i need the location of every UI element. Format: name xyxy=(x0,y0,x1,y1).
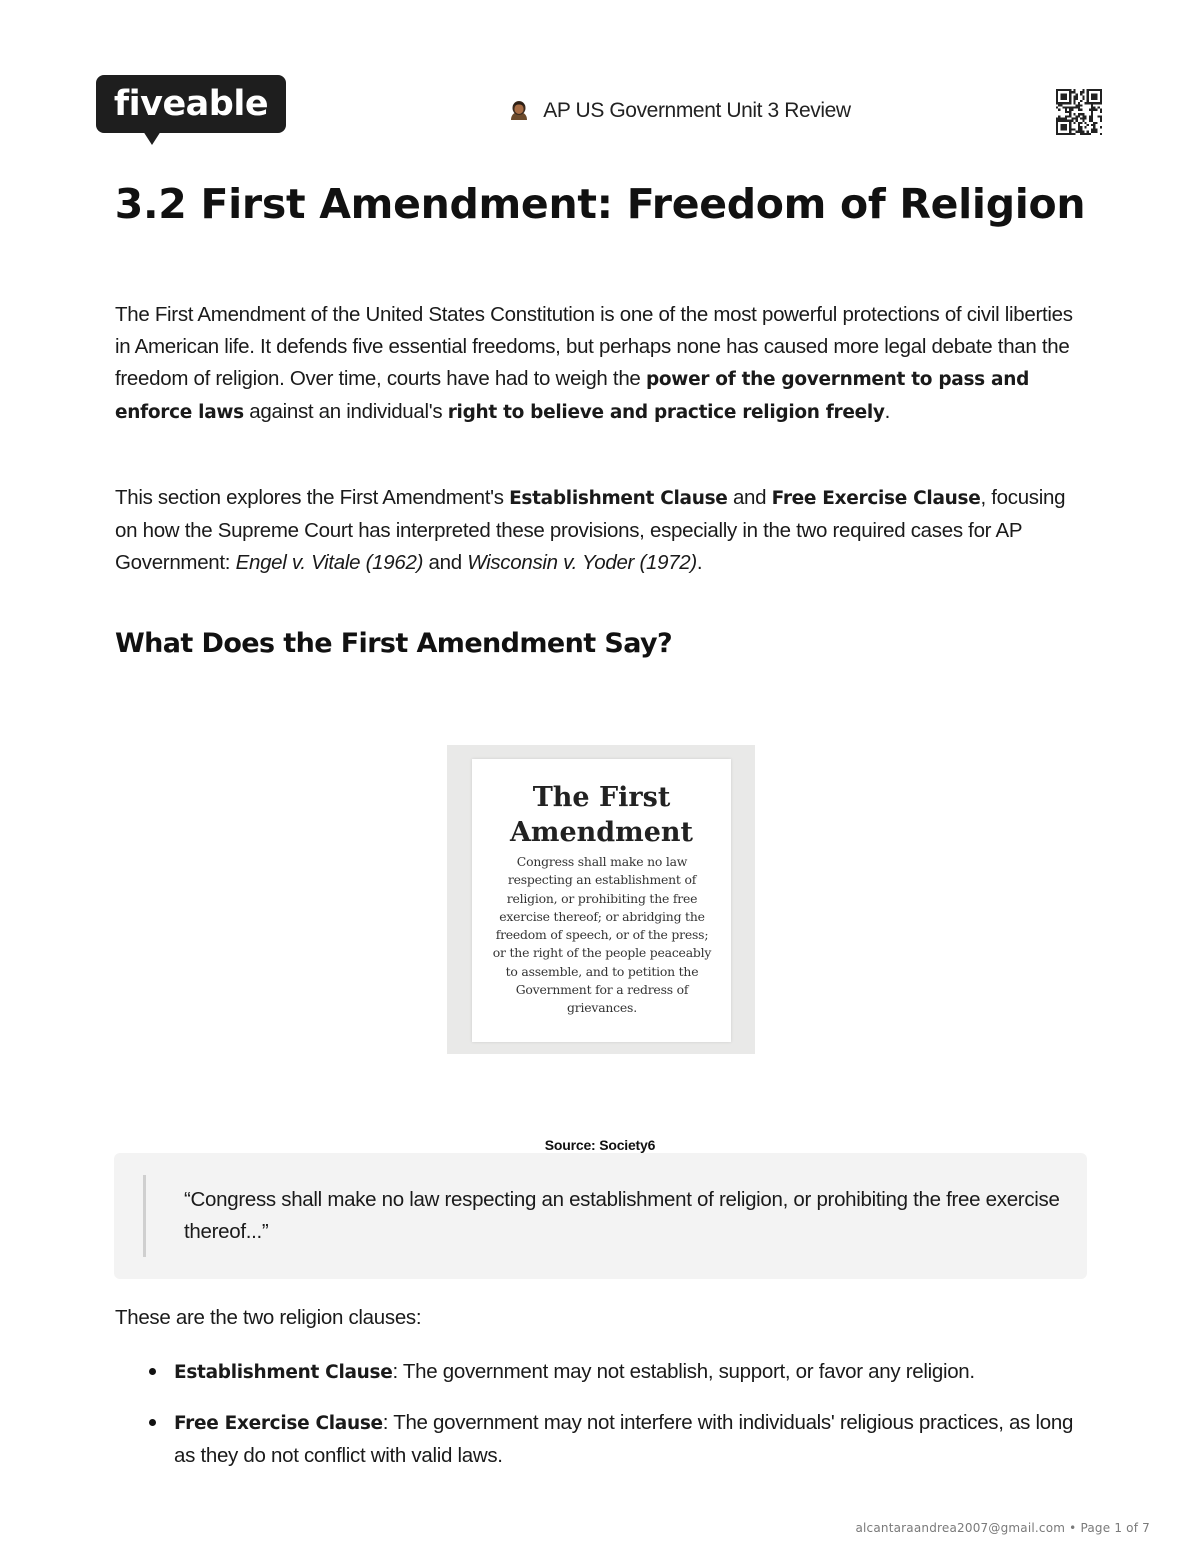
intro-paragraph-2: This section explores the First Amendment's Establishment Clause and Free Exercise Clause, focusing on how the Supreme Court has interpreted these provisions, especially in the two required cases for AP Government: Engel v. Vitale (1962) and Wisconsin v. Yoder (1972). xyxy=(115,486,1066,574)
case-name: Engel v. Vitale (1962) xyxy=(235,551,424,574)
list-intro: These are the two religion clauses: xyxy=(115,1306,422,1329)
poster-title: The First Amendment xyxy=(509,782,694,848)
bold-phrase: power of the government to pass and enforce laws xyxy=(115,369,1030,423)
qr-code-icon xyxy=(1056,89,1102,135)
figure-caption: Source: Society6 xyxy=(544,1137,656,1153)
list-item: Free Exercise Clause: The government may not interfere with individuals' religious practices, as long as they do not conflict with valid laws. xyxy=(174,1411,1074,1467)
case-name: Wisconsin v. Yoder (1972) xyxy=(467,551,697,574)
bold-phrase: Free Exercise Clause xyxy=(771,488,981,509)
bold-phrase: Establishment Clause xyxy=(509,488,728,509)
blockquote-bar xyxy=(143,1175,146,1257)
student-emoji-icon xyxy=(509,99,529,121)
logo-speech-tail xyxy=(143,131,161,145)
bullet-icon xyxy=(149,1368,156,1375)
page-footer: alcantaraandrea2007@gmail.com • Page 1 of 7 xyxy=(855,1521,1150,1535)
section-heading: What Does the First Amendment Say? xyxy=(115,628,673,659)
blockquote-text: “Congress shall make no law respecting an establishment of religion, or prohibiting the free exercise thereof...” xyxy=(184,1188,1060,1243)
list-term: Free Exercise Clause xyxy=(174,1413,383,1434)
logo-text: fiveable xyxy=(113,84,269,124)
list-item: Establishment Clause: The government may not establish, support, or favor any religion. xyxy=(174,1360,975,1383)
intro-paragraph-1: The First Amendment of the United States Constitution is one of the most powerful protections of civil liberties in American life. It defends five essential freedoms, but perhaps none has caused more legal debate than the freedom of religion. Over time, courts have had to weigh the power of the government to pass and enforce laws against an individual's right to believe and practice religion freely. xyxy=(115,303,1073,423)
bullet-icon xyxy=(149,1419,156,1426)
bold-phrase: right to believe and practice religion freely xyxy=(447,402,885,423)
page-title: 3.2 First Amendment: Freedom of Religion xyxy=(114,180,1086,228)
unit-title-text: AP US Government Unit 3 Review xyxy=(543,99,851,122)
list-term: Establishment Clause xyxy=(174,1362,393,1383)
poster-body: Congress shall make no law respecting an establishment of religion, or prohibiting the free exercise thereof; or abridging the freedom of speech, or of the press; or the right of the people peaceably to assemble, and to petition the Government for a redress of grievances. xyxy=(492,854,712,1016)
unit-title xyxy=(420,96,940,126)
